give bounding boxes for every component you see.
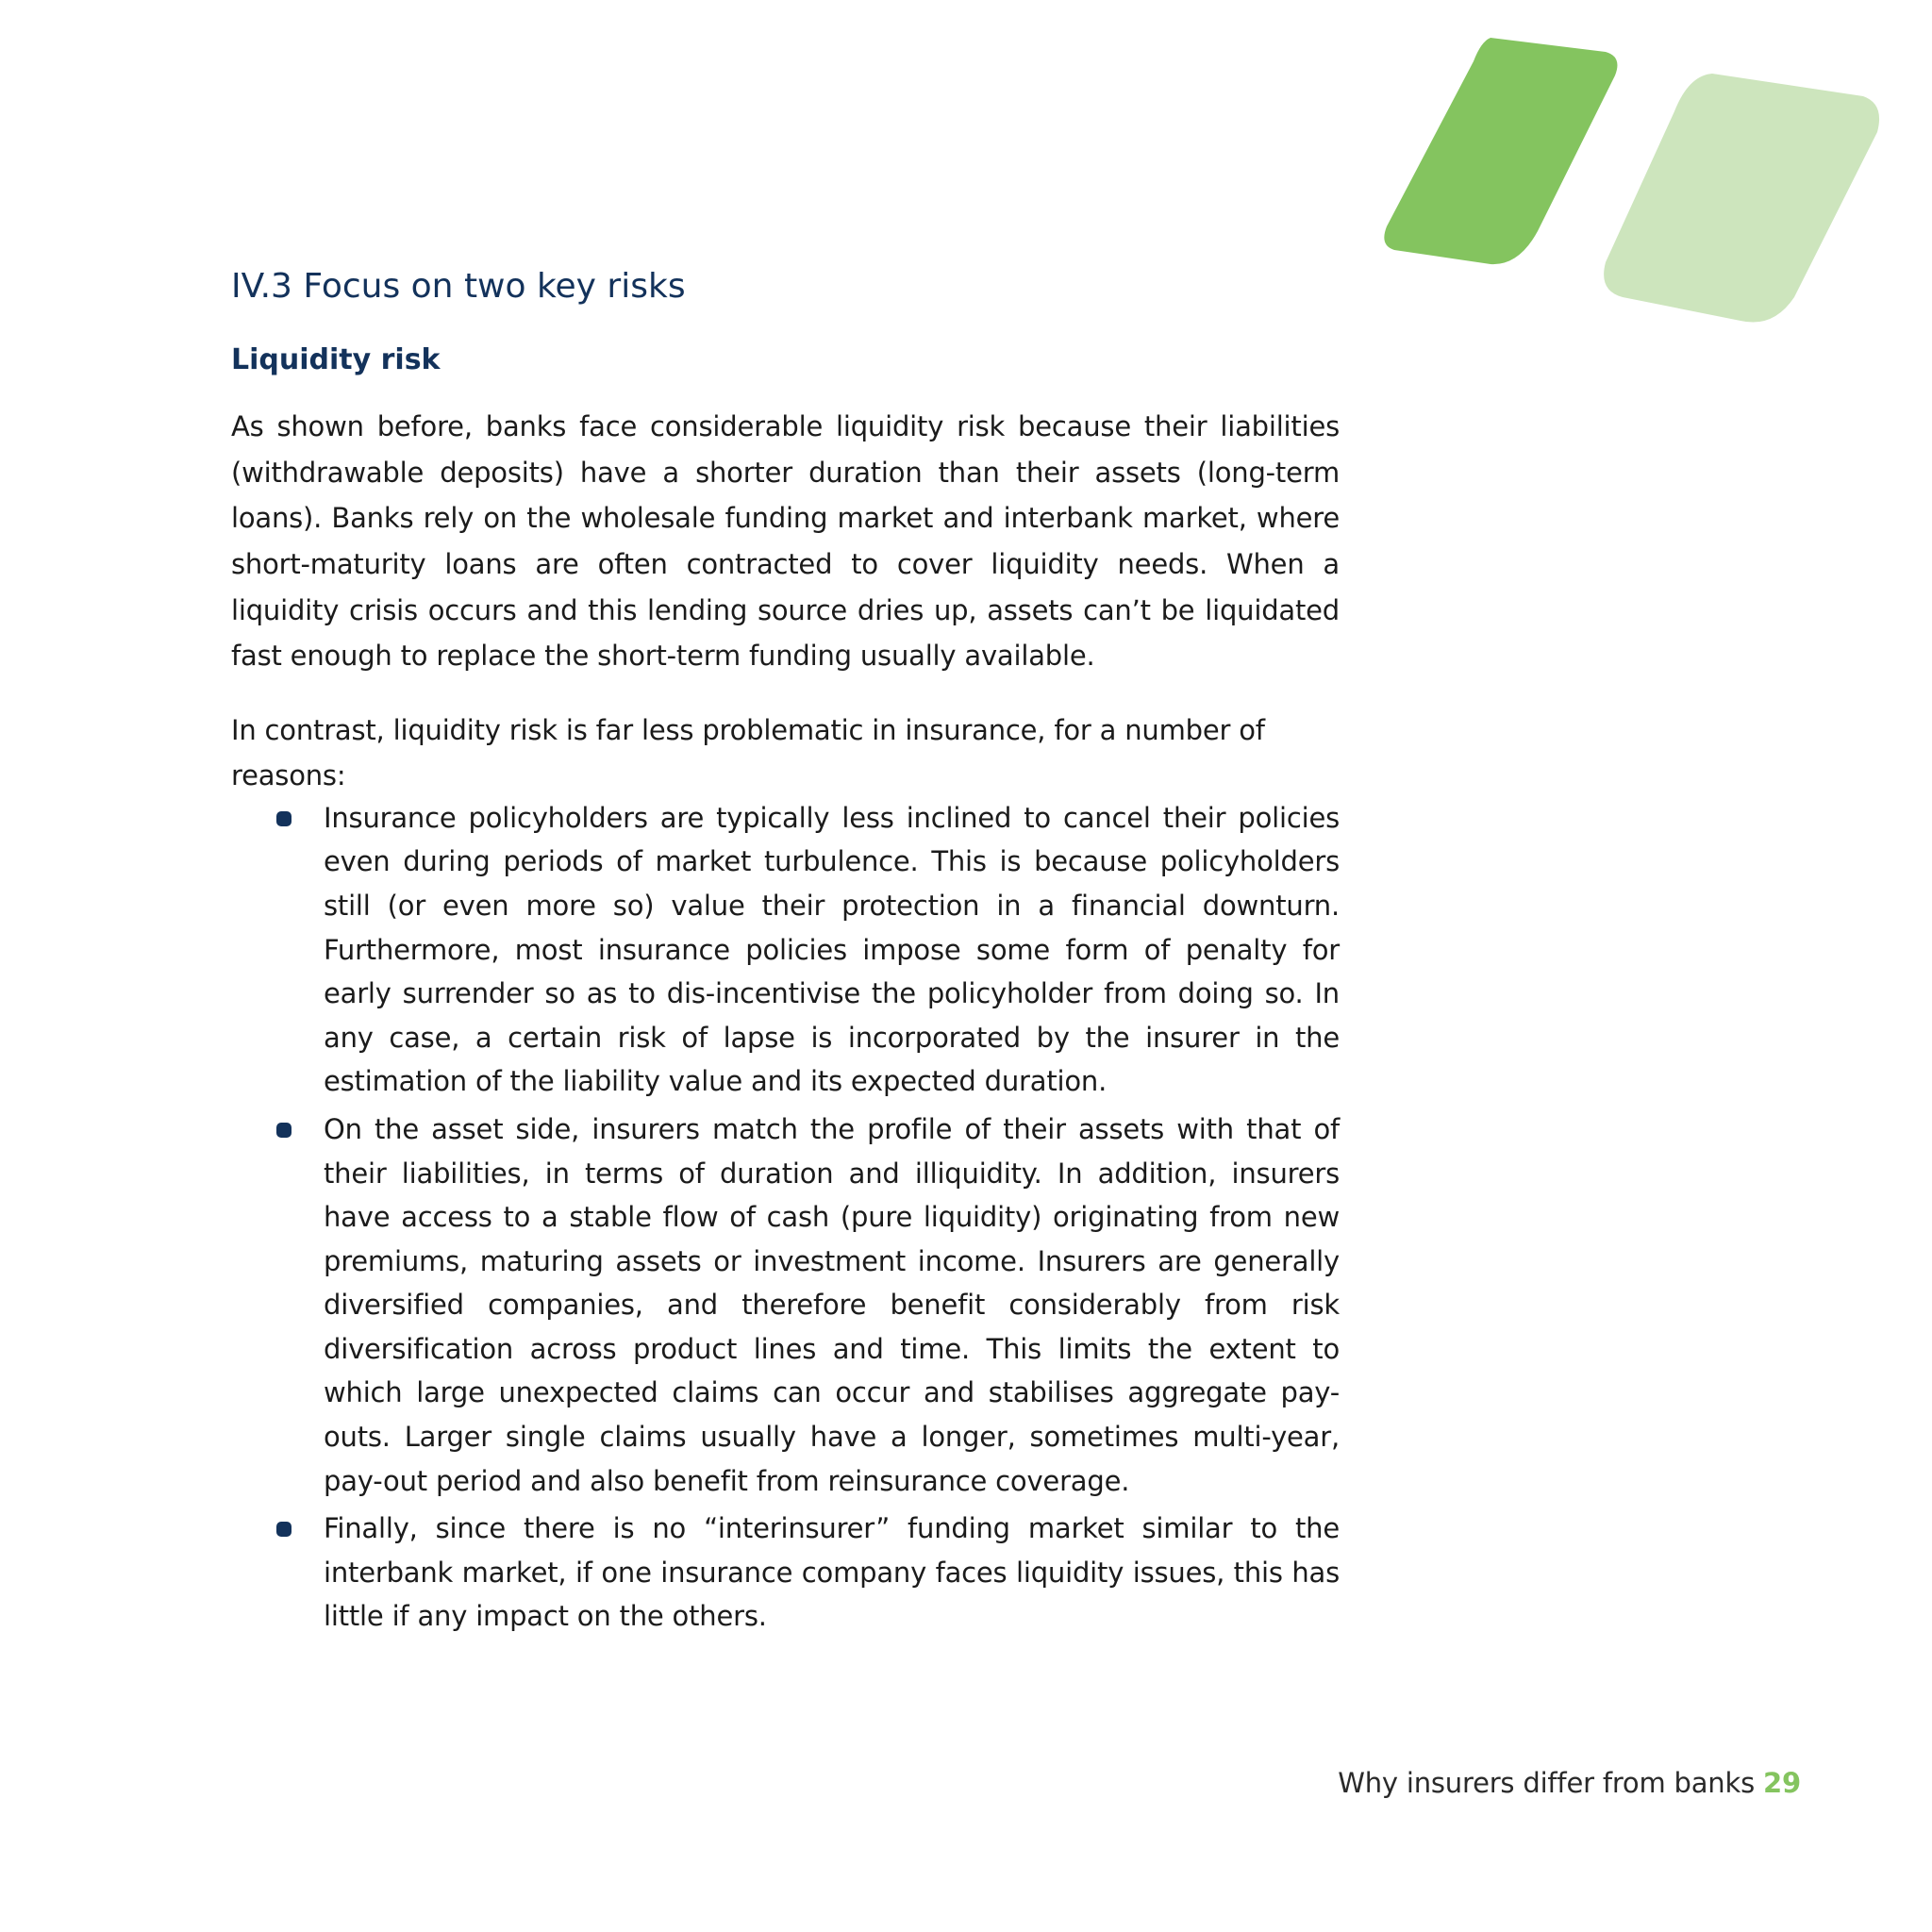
bullet-icon [276,1123,291,1138]
bullet-text: Insurance policyholders are typically less inclined to cancel their policies even during periods of market turbulence. This is because policyholders still (or even more so) value their protection in a financial downturn. Furthermore, most insurance policies impose some form of penalty for early surrender so as to dis-incentivise the policyholder from doing so. In any case, a certain risk of lapse is incorporated by the insurer in the estimation of the liability value and its expected duration. [324,801,1340,1098]
liquidity-risk-subheading: Liquidity risk [231,343,441,377]
footer-title: Why insurers differ from banks [1338,1767,1755,1799]
bullet-item-asset-side [231,1108,1340,1503]
bullet-icon [276,1522,291,1537]
light-green-parallelogram-shape [1604,74,1879,323]
bullet-item-interinsurer [231,1507,1340,1639]
section-heading: IV.3 Focus on two key risks [231,267,686,306]
bullet-text: On the asset side, insurers match the profile of their assets with that of their liabilities, in terms of duration and illiquidity. In addition, insurers have access to a stable flow of cash (pure liquidity) originating from new premiums, maturing assets or investment income. Insurers are generally diversified companies, and therefore benefit considerably from risk diversification across product lines and time. This limits the extent to which large unexpected claims can occur and stabilises aggregate pay-outs. Larger single claims usually have a longer, sometimes multi-year, pay-out period and also benefit from reinsurance coverage. [324,1112,1340,1497]
bullet-item-policyholders [231,796,1340,1104]
page-footer [1338,1767,1801,1799]
bullet-text: Finally, since there is no “interinsurer” funding market similar to the interbank market, if one insurance company faces liquidity issues, this has little if any impact on the others. [324,1512,1340,1633]
page-number: 29 [1763,1767,1801,1799]
bullet-icon [276,811,291,826]
decorative-green-shapes [1368,28,1896,330]
dark-green-parallelogram-shape [1384,38,1617,264]
paragraph-insurance-intro: In contrast, liquidity risk is far less problematic in insurance, for a number of reasons: [231,713,1265,791]
paragraph-banks-liquidity: As shown before, banks face considerable liquidity risk because their liabilities (withdrawable deposits) have a shorter duration than their assets (long-term loans). Banks rely on the wholesale funding market and interbank market, where short-maturity loans are often contracted to cover liquidity needs. When a liquidity crisis occurs and this lending source dries up, assets can’t be liquidated fast enough to replace the short-term funding usually available. [231,410,1340,673]
reasons-bullet-list [231,796,1340,1639]
main-content [231,266,1340,1642]
